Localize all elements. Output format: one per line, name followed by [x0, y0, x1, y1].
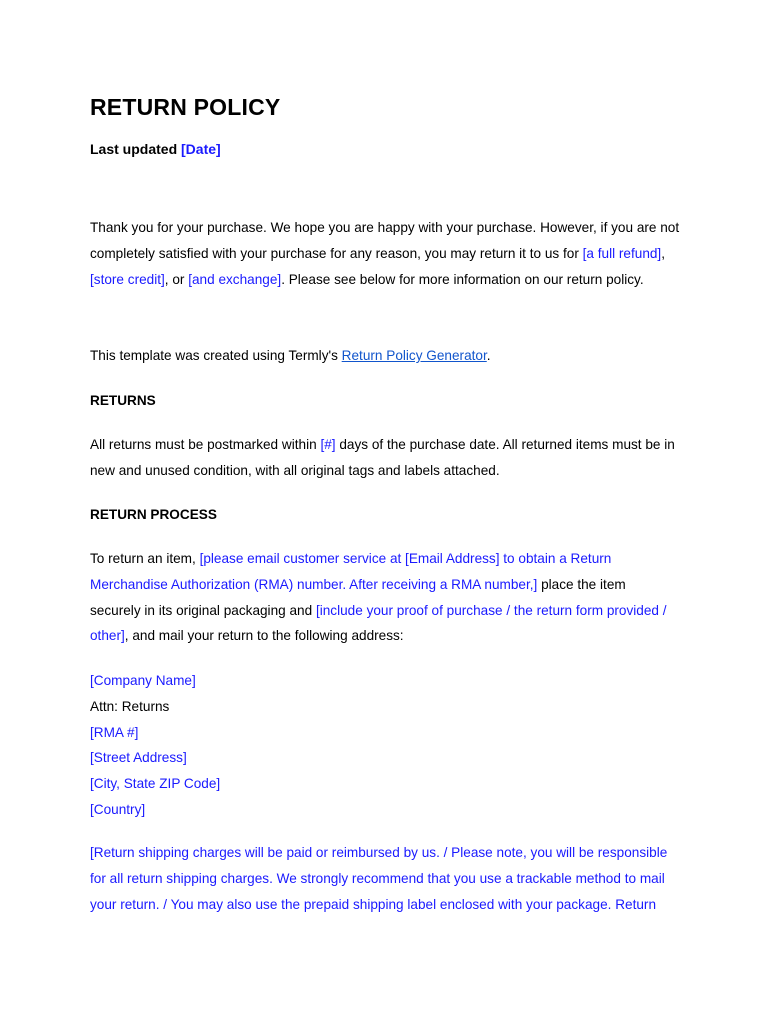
- returns-paragraph: [90, 432, 680, 484]
- store-credit-placeholder: [store credit]: [90, 271, 165, 287]
- intro-text-2: ,: [661, 245, 665, 261]
- template-note-text: This template was created using Termly's: [90, 348, 342, 363]
- proof-of-purchase-placeholder: [include your proof of purchase / the return form provided / other]: [90, 602, 667, 644]
- template-note: [90, 343, 680, 369]
- shipping-charges-placeholder: [Return shipping charges will be paid or reimbursed by us. / Please note, you will be responsible for all return shipping charges. We strongly recommend that you use a trackable method to mail your return. / You may also use the prepaid shipping label enclosed with your package. Return: [90, 845, 668, 912]
- country-placeholder: [Country]: [90, 801, 146, 817]
- last-updated-label: Last updated: [90, 141, 178, 157]
- process-text-2: place the item securely in its original packaging and: [90, 576, 626, 618]
- return-process-heading: RETURN PROCESS: [90, 507, 217, 522]
- last-updated-date-placeholder: [Date]: [181, 141, 221, 157]
- exchange-placeholder: [and exchange]: [188, 271, 282, 287]
- return-process-paragraph: [90, 546, 680, 649]
- company-name-placeholder: [Company Name]: [90, 673, 196, 688]
- process-text-1: To return an item,: [90, 551, 200, 566]
- street-address-placeholder: [Street Address]: [90, 750, 187, 766]
- return-address-block: [90, 668, 680, 823]
- intro-paragraph: [90, 215, 680, 292]
- refund-placeholder: [a full refund]: [582, 245, 662, 261]
- template-note-end: .: [486, 348, 491, 363]
- city-state-zip-placeholder: [City, State ZIP Code]: [90, 776, 221, 792]
- intro-text-4: . Please see below for more information on our return policy.: [281, 271, 644, 287]
- intro-text-1: Thank you for your purchase. We hope you are happy with your purchase. However, if you are not completely satisfied with your purchase for any reason, you may return it to us for: [90, 220, 680, 261]
- returns-text-2: days of the purchase date. All returned items must be in new and unused condition, with all original tags and labels attached.: [90, 437, 675, 478]
- last-updated: [90, 141, 221, 157]
- attn-line: Attn: Returns: [90, 698, 170, 714]
- days-placeholder: [#]: [320, 437, 336, 452]
- email-instructions-placeholder: [please email customer service at [Email Address] to obtain a Return Merchandise Authorization (RMA) number. After receiving a RMA number,]: [90, 551, 612, 592]
- process-text-3: , and mail your return to the following address:: [124, 628, 404, 644]
- returns-text-1: All returns must be postmarked within: [90, 437, 321, 452]
- returns-heading: RETURNS: [90, 393, 156, 408]
- intro-text-3: , or: [164, 271, 189, 287]
- page-title: RETURN POLICY: [90, 94, 281, 120]
- return-policy-generator-link[interactable]: Return Policy Generator: [341, 348, 487, 363]
- rma-placeholder: [RMA #]: [90, 724, 139, 740]
